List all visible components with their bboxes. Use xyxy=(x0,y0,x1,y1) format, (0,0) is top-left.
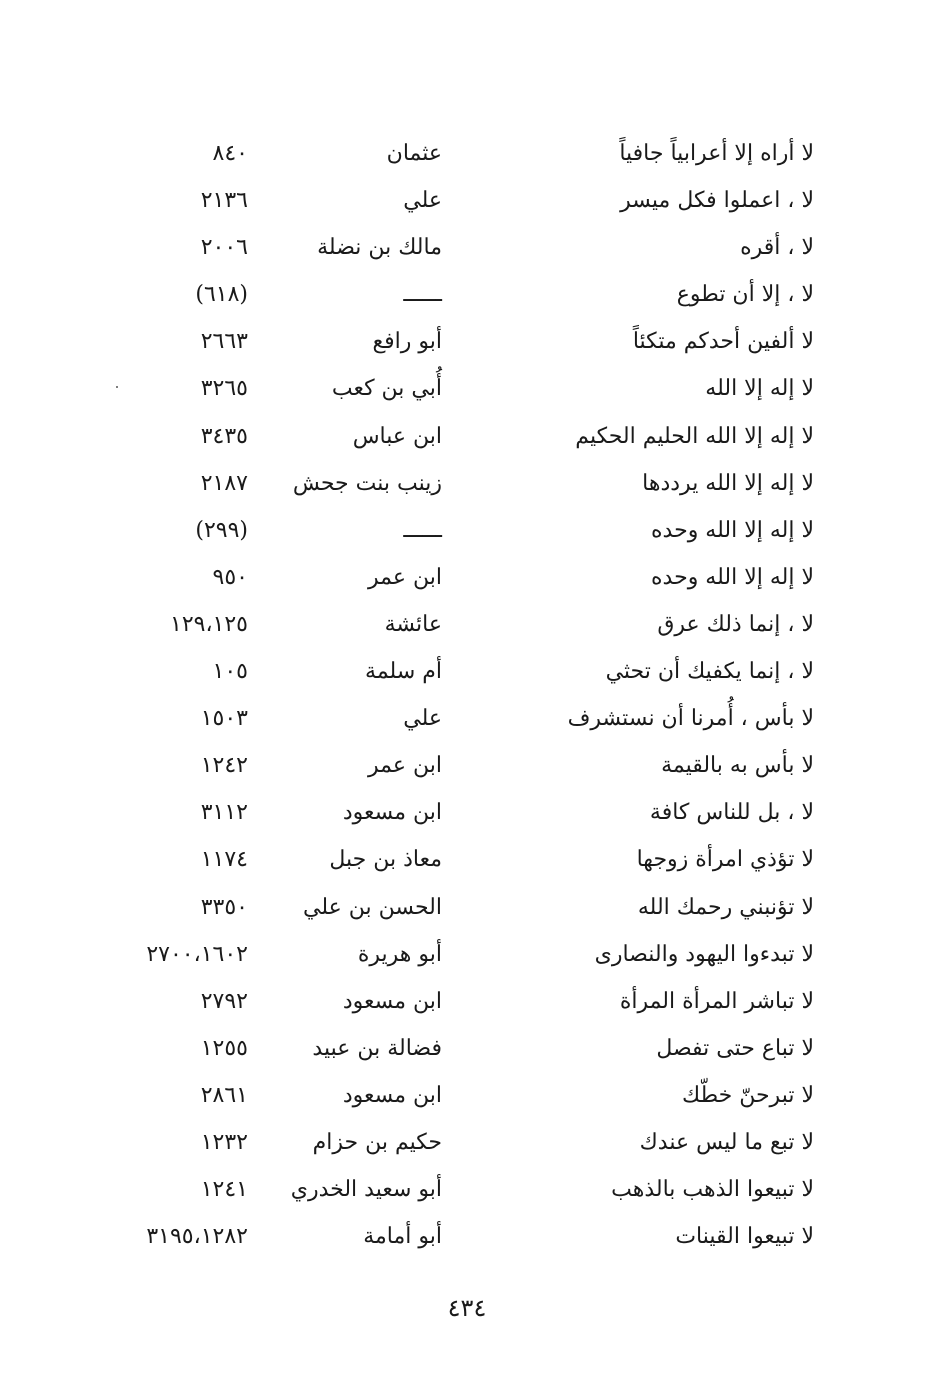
narrator-name: أبو أمامة xyxy=(363,1224,442,1250)
narrator-name: فضالة بن عبيد xyxy=(312,1035,442,1061)
hadith-text: لا ، إلا أن تطوع xyxy=(676,282,814,308)
hadith-number: ٣٢٦٥ xyxy=(200,376,248,402)
hadith-number: ٣٤٣٥ xyxy=(200,423,248,449)
index-row xyxy=(0,507,934,554)
index-row xyxy=(0,1119,934,1166)
hadith-number: ١٥٠٣ xyxy=(200,706,248,732)
hadith-text: لا تؤذي امرأة زوجها xyxy=(636,847,814,873)
index-row xyxy=(0,789,934,836)
narrator-name: زينب بنت جحش xyxy=(292,470,442,496)
index-row xyxy=(0,695,934,742)
narrator-name: ابن مسعود xyxy=(342,800,442,826)
hadith-number: ١٠٥ xyxy=(212,659,248,685)
narrator-name: عثمان xyxy=(386,141,442,166)
hadith-number: ١٢٤٢ xyxy=(200,753,248,779)
index-row xyxy=(0,224,934,271)
index-row xyxy=(0,365,934,412)
hadith-number: ١٢٣٢ xyxy=(200,1129,248,1155)
narrator-name: أبو هريرة xyxy=(357,941,442,967)
index-row xyxy=(0,554,934,601)
hadith-number: ٢٧٩٢ xyxy=(200,988,248,1014)
hadith-number: ٨٤٠ xyxy=(212,141,248,166)
hadith-text: لا ، بل للناس كافة xyxy=(649,800,814,826)
narrator-name: أبو رافع xyxy=(372,329,442,355)
index-row xyxy=(0,413,934,460)
index-row xyxy=(0,978,934,1025)
hadith-number: ٢١٣٦ xyxy=(200,188,248,214)
narrator-name: ابن عباس xyxy=(352,423,442,449)
narrator-name: ابن عمر xyxy=(368,564,442,590)
hadith-number: (٢٩٩) xyxy=(195,517,248,543)
index-row xyxy=(0,1166,934,1213)
index-row xyxy=(0,884,934,931)
narrator-name: علي xyxy=(403,188,442,214)
index-row xyxy=(0,648,934,695)
index-row xyxy=(0,931,934,978)
hadith-text: لا ألفين أحدكم متكئاً xyxy=(632,329,814,355)
narrator-name: مالك بن نضلة xyxy=(317,235,442,261)
hadith-text: لا ، اعملوا فكل ميسر xyxy=(620,188,814,214)
hadith-text: لا أراه إلا أعرابياً جافياً xyxy=(619,141,814,166)
hadith-text: لا تبيعوا القينات xyxy=(675,1224,814,1250)
narrator-name: أُبي بن كعب xyxy=(331,376,442,402)
index-row xyxy=(0,836,934,883)
hadith-text: لا تبع ما ليس عندك xyxy=(639,1129,814,1155)
narrator-name: الحسن بن علي xyxy=(303,894,442,920)
hadith-number: ١٢٤١ xyxy=(200,1177,248,1203)
hadith-number: ٣٣٥٠ xyxy=(200,894,248,920)
hadith-text: لا إله إلا الله xyxy=(705,376,814,402)
hadith-number: ٢٨٦١ xyxy=(200,1082,248,1108)
index-row xyxy=(0,1213,934,1260)
page-number: ٤٣٤ xyxy=(447,1294,487,1322)
index-row xyxy=(0,601,934,648)
hadith-number: ٩٥٠ xyxy=(212,564,248,590)
hadith-number: ٣١١٢ xyxy=(200,800,248,826)
index-row xyxy=(0,271,934,318)
hadith-text: لا إله إلا الله الحليم الحكيم xyxy=(575,423,814,449)
hadith-number: ٣١٩٥،١٢٨٢ xyxy=(146,1224,248,1250)
narrator-name: معاذ بن جبل xyxy=(329,847,442,873)
index-row xyxy=(0,130,934,177)
narrator-name: علي xyxy=(403,706,442,732)
hadith-number: ١٢٥٥ xyxy=(200,1035,248,1061)
narrator-name: ابن مسعود xyxy=(342,988,442,1014)
narrator-name: ــــــ xyxy=(403,517,442,543)
narrator-name: ابن عمر xyxy=(368,753,442,779)
index-row xyxy=(0,460,934,507)
hadith-text: لا ، إنما ذلك عرق xyxy=(657,611,814,637)
index-row xyxy=(0,177,934,224)
hadith-text: لا بأس به بالقيمة xyxy=(661,753,814,779)
hadith-text: لا تبرحنّ خطّك xyxy=(682,1082,814,1108)
hadith-number: ٢٧٠٠،١٦٠٢ xyxy=(146,941,248,967)
hadith-number: ١٢٩،١٢٥ xyxy=(170,611,248,637)
narrator-name: ــــــ xyxy=(403,282,442,308)
hadith-text: لا ، أقره xyxy=(740,235,814,261)
hadith-text: لا تبيعوا الذهب بالذهب xyxy=(611,1177,814,1203)
hadith-text: لا إله إلا الله وحده xyxy=(651,517,814,543)
hadith-text: لا ، إنما يكفيك أن تحثي xyxy=(605,659,814,685)
hadith-number: (٦١٨) xyxy=(195,282,248,308)
hadith-text: لا تباع حتى تفصل xyxy=(656,1035,814,1061)
narrator-name: عائشة xyxy=(384,611,442,637)
hadith-number: ٢٦٦٣ xyxy=(200,329,248,355)
hadith-number: ٢٠٠٦ xyxy=(200,235,248,261)
index-row xyxy=(0,1025,934,1072)
hadith-text: لا إله إلا الله يرددها xyxy=(642,470,814,496)
index-row xyxy=(0,1072,934,1119)
narrator-name: ابن مسعود xyxy=(342,1082,442,1108)
hadith-text: لا تبدءوا اليهود والنصارى xyxy=(594,941,814,967)
hadith-number: ٢١٨٧ xyxy=(200,470,248,496)
narrator-name: حكيم بن حزام xyxy=(312,1129,442,1155)
hadith-number: ١١٧٤ xyxy=(200,847,248,873)
narrator-name: أم سلمة xyxy=(365,659,442,685)
index-row xyxy=(0,318,934,365)
hadith-text: لا تباشر المرأة المرأة xyxy=(619,988,814,1014)
index-row xyxy=(0,742,934,789)
hadith-text: لا تؤنبني رحمك الله xyxy=(637,894,814,920)
hadith-text: لا إله إلا الله وحده xyxy=(651,564,814,590)
index-table xyxy=(0,130,934,1260)
narrator-name: أبو سعيد الخدري xyxy=(290,1177,442,1203)
hadith-text: لا بأس ، أُمرنا أن نستشرف xyxy=(567,706,814,732)
